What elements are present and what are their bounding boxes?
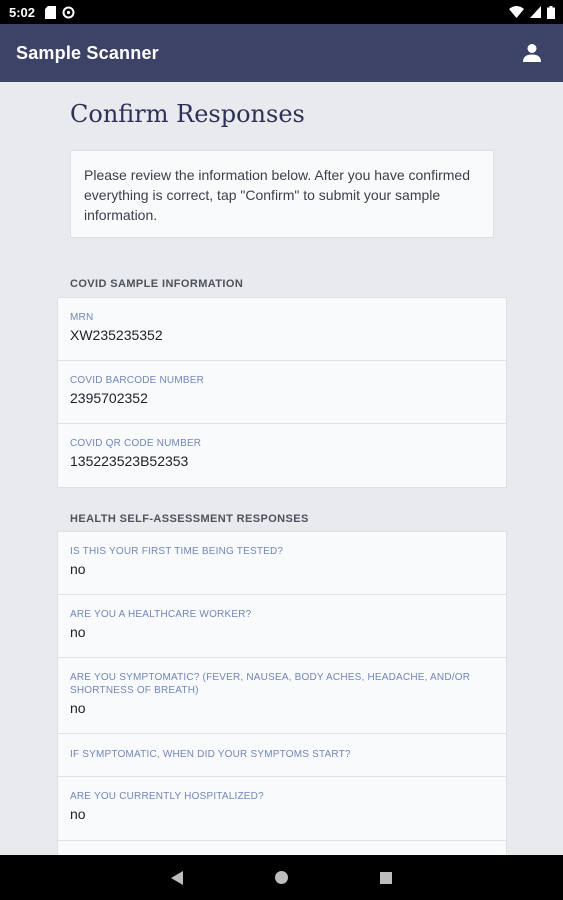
health-section-header: HEALTH SELF-ASSESSMENT RESPONSES [70,513,309,525]
instructions-card: Please review the information below. After you have confirmed everything is correct, tap "Confirm" to submit your sample information. [70,150,494,238]
app-title: Sample Scanner [16,42,159,63]
scroll-content[interactable] [0,82,563,855]
health-item-hospitalized [58,777,506,841]
field-label: COVID QR CODE NUMBER [70,438,202,449]
covid-item-barcode [58,361,506,424]
recents-icon[interactable] [380,872,392,884]
signal-icon [530,6,541,18]
health-item-symptomatic [58,658,506,734]
field-value: no [70,700,86,716]
field-label: IF SYMPTOMATIC, WHEN DID YOUR SYMPTOMS START? [70,749,351,760]
battery-icon [547,6,555,19]
sd-card-icon [45,6,56,19]
field-label: ARE YOU CURRENTLY HOSPITALIZED? [70,791,264,802]
account-icon [522,43,542,63]
health-item-next [58,841,506,855]
navigation-bar [0,855,563,900]
field-value: no [70,806,86,822]
app-bar [0,24,563,82]
field-value: XW235235352 [70,327,163,343]
covid-item-qr-code [58,424,506,487]
health-item-symptom-start [58,734,506,777]
covid-section-header: COVID SAMPLE INFORMATION [70,278,244,290]
field-label: MRN [70,312,94,323]
wifi-icon [509,6,524,18]
field-label: ARE YOU SYMPTOMATIC? (FEVER, NAUSEA, BODY ACHES, HEADACHE, AND/OR SHORTNESS OF BREATH) [70,672,471,696]
field-value: 2395702352 [70,390,148,406]
status-bar [0,0,563,24]
sync-icon [62,6,75,19]
field-value: no [70,624,86,640]
status-time: 5:02 [9,4,36,20]
field-label: IS THIS YOUR FIRST TIME BEING TESTED? [70,546,284,557]
health-item-first-test [58,532,506,595]
field-value: no [70,561,86,577]
back-icon[interactable] [171,871,183,885]
covid-info-card [57,297,507,488]
covid-item-mrn [58,298,506,361]
health-responses-card [57,531,507,855]
account-button[interactable] [519,40,545,66]
field-label: COVID BARCODE NUMBER [70,375,205,386]
health-item-healthcare-worker [58,595,506,658]
page-title: Confirm Responses [70,100,305,128]
field-label: ARE YOU A HEALTHCARE WORKER? [70,609,252,620]
field-value: 135223523B52353 [70,453,189,469]
home-icon[interactable] [275,871,288,884]
